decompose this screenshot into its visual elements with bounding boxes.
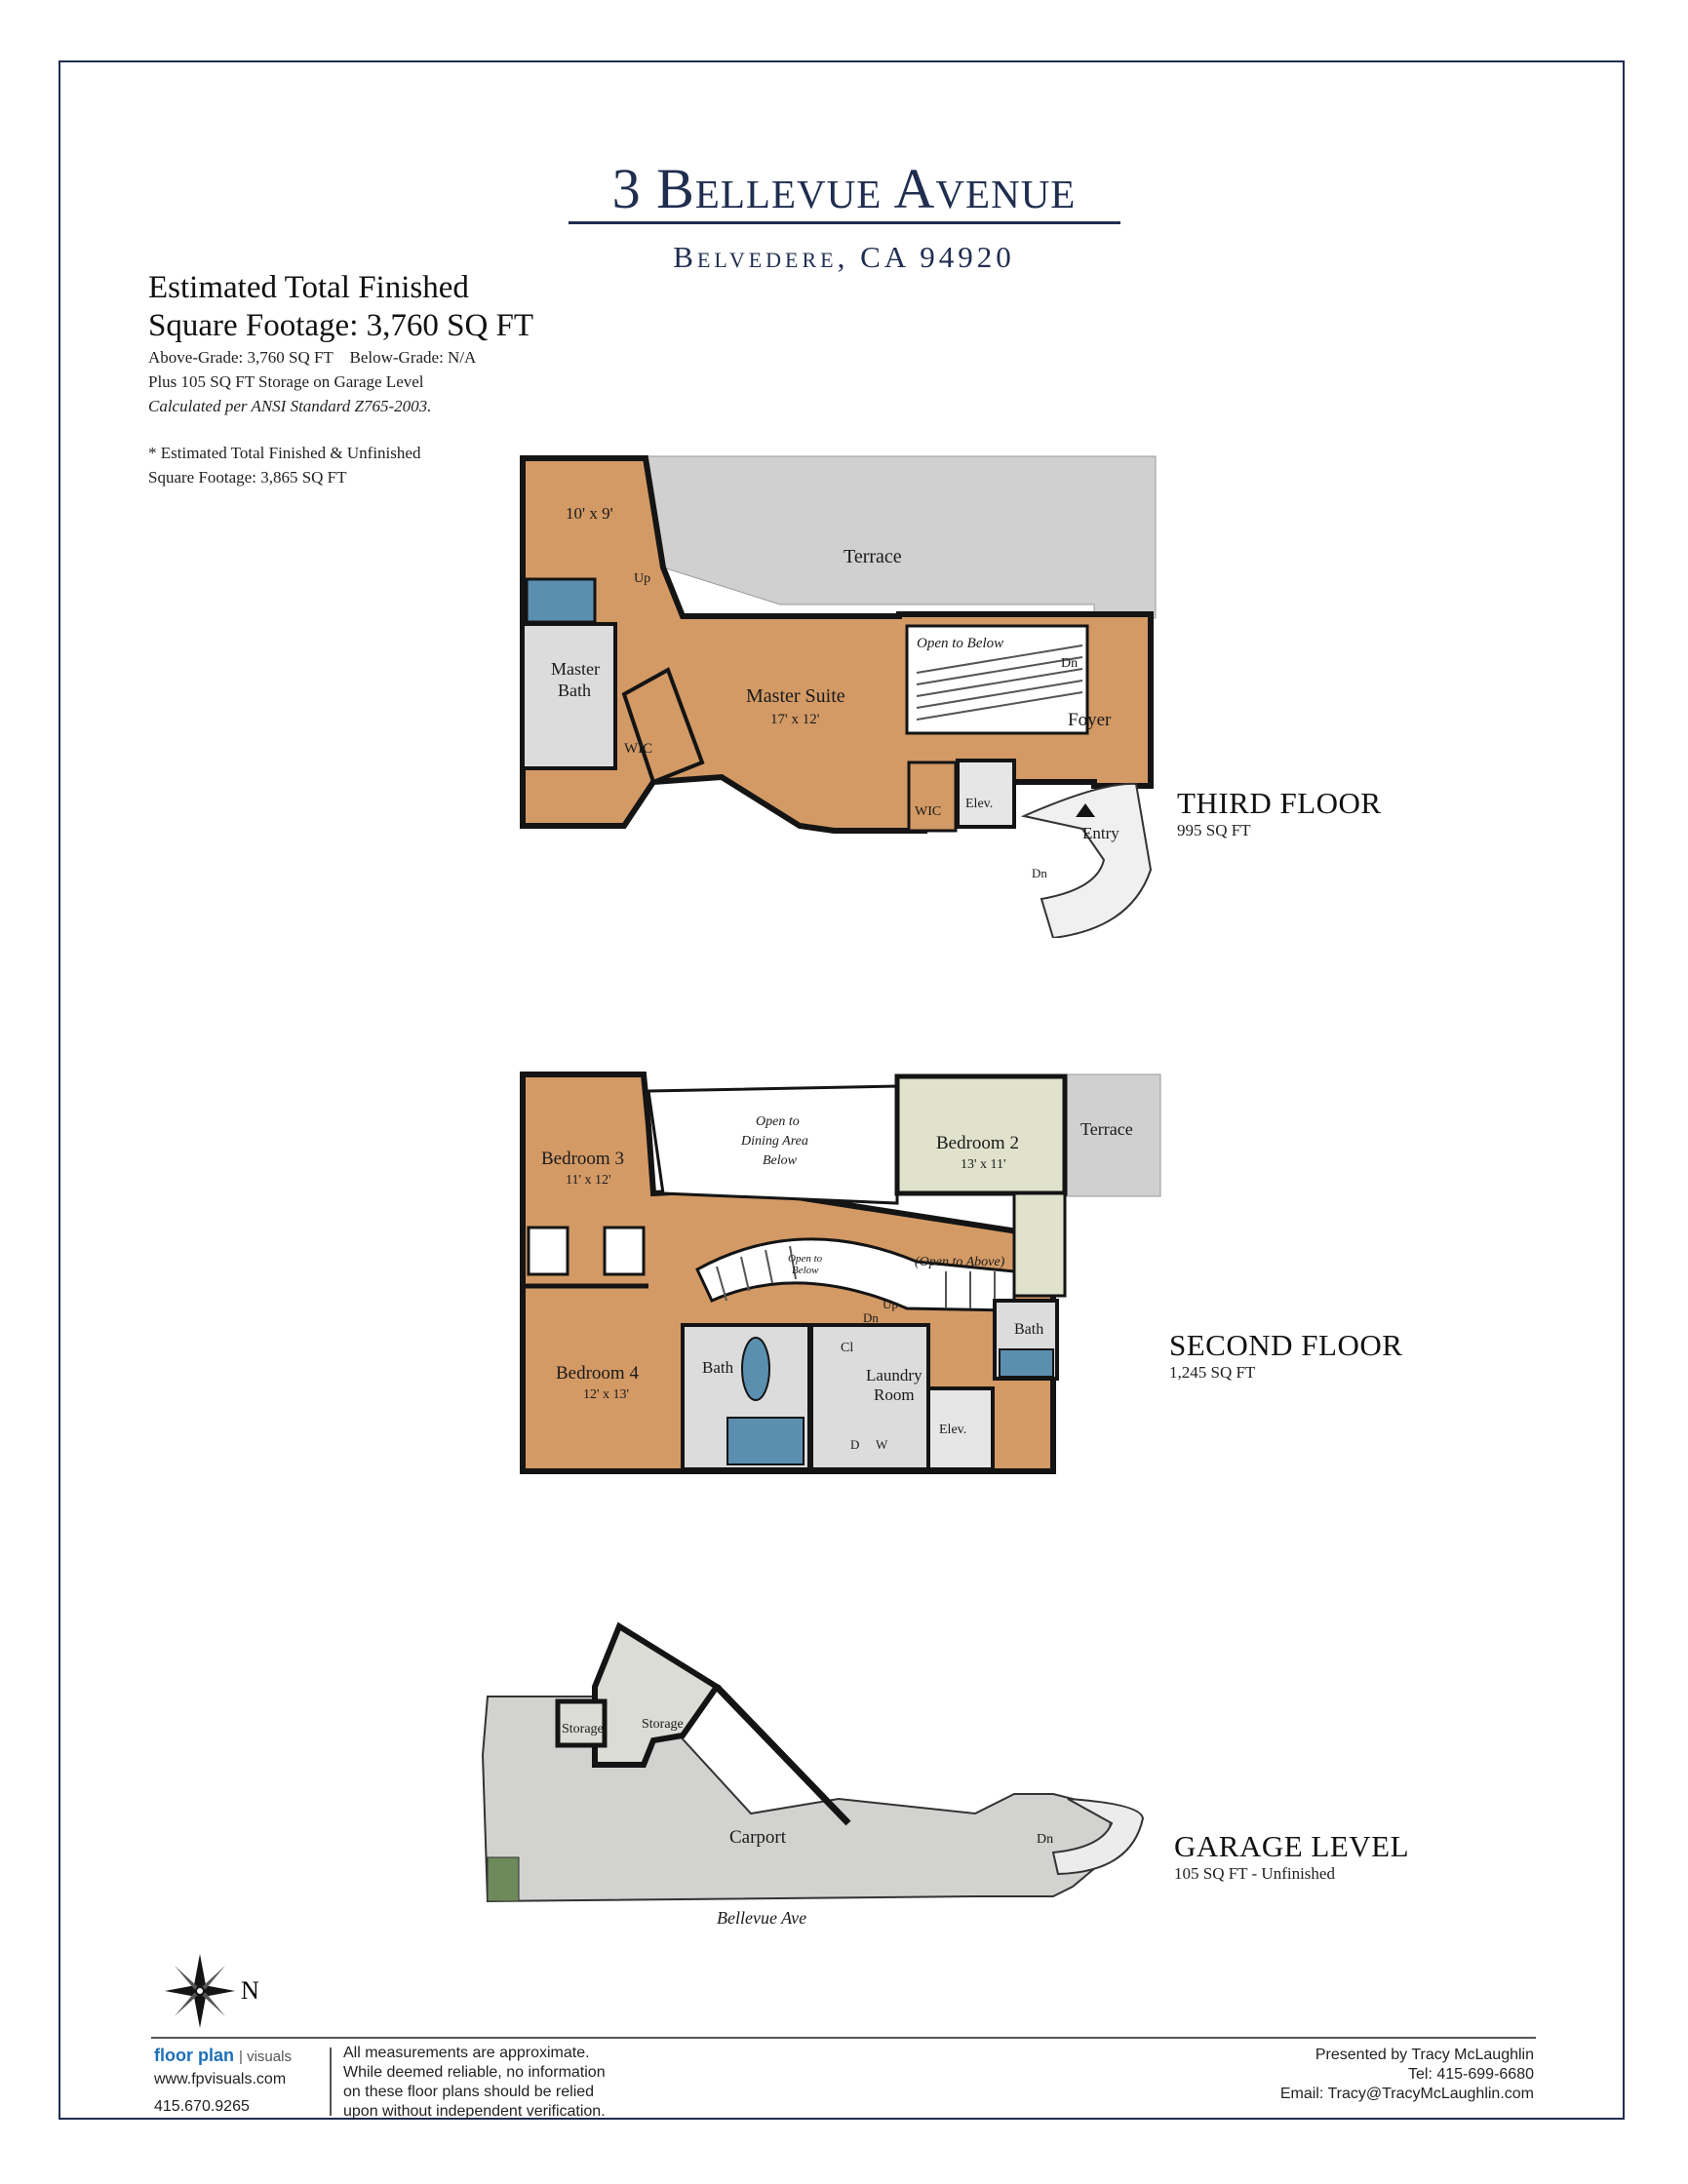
disclaimer-line4: upon without independent verification. (343, 2103, 606, 2120)
third-elevator (958, 760, 1014, 827)
total-note (148, 441, 420, 489)
third-floor-name: THIRD FLOOR (1177, 786, 1382, 820)
third-floor-caption (1177, 786, 1382, 840)
total-note-line1: * Estimated Total Finished & Unfinished (148, 444, 421, 462)
third-shower (527, 579, 595, 622)
second-w-label: W (876, 1437, 888, 1452)
fp-brand (154, 2046, 292, 2066)
second-bedroom2-hall (1014, 1193, 1065, 1296)
third-master-suite-dim: 17' x 12' (770, 712, 820, 727)
third-terrace-area (646, 456, 1156, 618)
third-entry-label: Entry (1082, 824, 1119, 842)
sqft-heading (148, 269, 533, 345)
second-bedroom3-label: Bedroom 3 (541, 1149, 624, 1169)
second-floor-plan (507, 1067, 1170, 1476)
second-shower2 (1000, 1349, 1053, 1377)
third-master-suite-label: Master Suite (746, 685, 845, 707)
garage-planter (488, 1857, 519, 1901)
sqft-heading-line2: Square Footage: 3,760 SQ FT (148, 308, 534, 343)
presenter-email[interactable]: Email: Tracy@TracyMcLaughlin.com (1279, 2086, 1534, 2102)
second-up-label: Up (883, 1297, 898, 1311)
compass-rose-icon (163, 1952, 270, 2030)
third-wic2-label: WIC (915, 804, 942, 819)
second-bedroom3-dim: 11' x 12' (566, 1173, 611, 1188)
city-line: Belvedere, CA 94920 (673, 240, 1015, 274)
second-laundry-label-2: Room (874, 1385, 915, 1404)
sqft-details (148, 345, 476, 418)
disclaimer-line1: All measurements are approximate. (343, 2045, 590, 2061)
second-open-above-label: (Open to Above) (915, 1255, 1005, 1269)
second-shower (727, 1418, 804, 1464)
second-bath-label: Bath (702, 1358, 734, 1377)
second-terrace-label: Terrace (1080, 1119, 1133, 1139)
storage-note: Plus 105 SQ FT Storage on Garage Level (148, 372, 424, 391)
garage-dn-label: Dn (1037, 1832, 1054, 1847)
second-d-label: D (850, 1437, 860, 1452)
third-terrace-label: Terrace (844, 546, 902, 567)
disclaimer-line3: on these floor plans should be relied (343, 2084, 595, 2100)
third-up-label: Up (634, 571, 651, 586)
presenter-tel: Tel: 415-699-6680 (1408, 2066, 1534, 2083)
fp-url[interactable]: www.fpvisuals.com (154, 2071, 287, 2087)
second-open-below-2: Below (792, 1265, 819, 1276)
third-floor-area: 995 SQ FT (1177, 821, 1251, 839)
third-wic-label: WIC (624, 741, 653, 757)
third-open-below-label: Open to Below (917, 636, 1004, 651)
disclaimer-line2: While deemed reliable, no information (343, 2064, 606, 2081)
second-bedroom2-dim: 13' x 11' (961, 1157, 1006, 1172)
second-closet-1 (529, 1228, 568, 1274)
second-floor-area: 1,245 SQ FT (1169, 1363, 1256, 1382)
garage-carport-label: Carport (729, 1827, 787, 1848)
fp-brand-suffix: | visuals (239, 2048, 292, 2065)
garage-level-caption (1174, 1829, 1409, 1884)
second-elevator-label: Elev. (939, 1423, 967, 1437)
garage-storage1-label: Storage (562, 1722, 604, 1736)
third-master-bath-label-2: Bath (558, 681, 591, 700)
bathtub-icon (742, 1338, 769, 1400)
second-cl-label: Cl (841, 1341, 854, 1355)
second-floor-name: SECOND FLOOR (1169, 1328, 1403, 1362)
garage-level-name: GARAGE LEVEL (1174, 1829, 1410, 1863)
third-elevator-label: Elev. (965, 797, 994, 811)
footer-divider (330, 2048, 332, 2116)
third-dn2-label: Dn (1032, 866, 1047, 880)
second-laundry-label-1: Laundry (866, 1366, 923, 1384)
third-wic2 (909, 762, 956, 831)
third-foyer-label: Foyer (1068, 710, 1112, 730)
disclaimer (343, 2044, 694, 2122)
third-dn-label: Dn (1061, 656, 1079, 671)
second-open-below-1: Open to (788, 1253, 823, 1265)
second-open-dining-3: Below (763, 1153, 797, 1168)
above-below-grade: Above-Grade: 3,760 SQ FT Below-Grade: N/A (148, 348, 477, 367)
second-open-dining-1: Open to (756, 1114, 800, 1129)
ansi-note: Calculated per ANSI Standard Z765-2003. (148, 397, 432, 415)
third-floor-plan (507, 450, 1170, 938)
fp-brand-name: floor plan (154, 2046, 234, 2065)
garage-level-area: 105 SQ FT - Unfinished (1174, 1864, 1335, 1883)
second-bedroom4-dim: 12' x 13' (583, 1387, 630, 1402)
garage-level-plan (468, 1618, 1170, 1930)
second-bedroom4-label: Bedroom 4 (556, 1363, 639, 1384)
property-address: 3 Bellevue Avenue (611, 157, 1077, 220)
presenter-name: Presented by Tracy McLaughlin (1315, 2047, 1534, 2063)
garage-storage2-label: Storage (642, 1717, 684, 1732)
second-open-dining-2: Dining Area (741, 1134, 808, 1149)
presenter-info (1280, 2046, 1534, 2104)
compass-north-label: N (241, 1976, 259, 2005)
third-den-label: 10' x 9' (566, 504, 613, 523)
total-note-line2: Square Footage: 3,865 SQ FT (148, 468, 347, 487)
title-underline (569, 221, 1120, 224)
garage-street-label: Bellevue Ave (717, 1908, 807, 1928)
second-dn-label: Dn (863, 1310, 879, 1325)
second-bedroom2-label: Bedroom 2 (936, 1133, 1019, 1153)
footer-rule (151, 2037, 1536, 2039)
second-floor-caption (1169, 1328, 1402, 1383)
sqft-heading-line1: Estimated Total Finished (148, 270, 469, 305)
fp-phone: 415.670.9265 (154, 2098, 250, 2115)
second-closet-2 (605, 1228, 644, 1274)
third-master-bath-label-1: Master (551, 659, 600, 679)
second-bath2-label: Bath (1014, 1321, 1044, 1338)
